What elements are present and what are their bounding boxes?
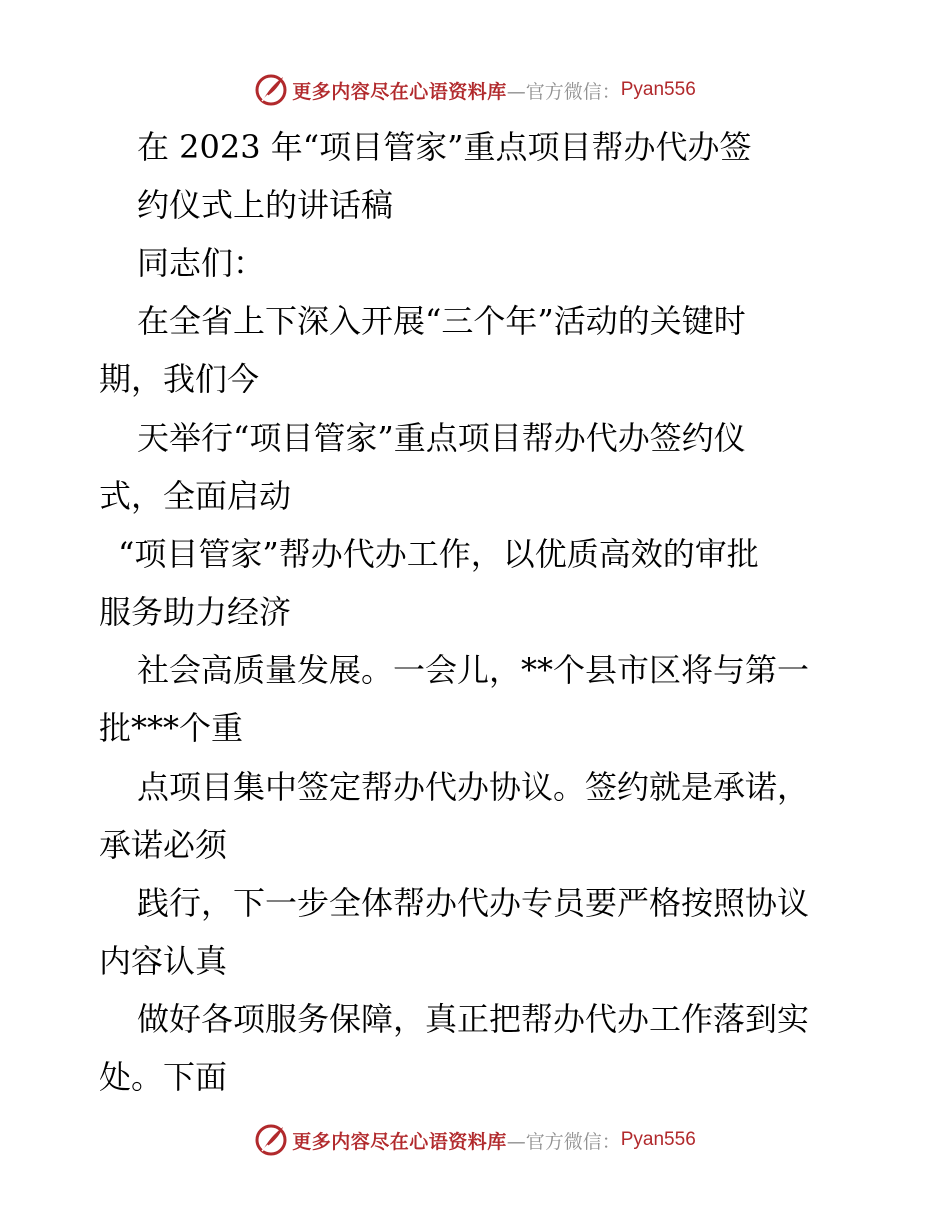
watermark-wechat-id: Pyan556: [620, 1129, 696, 1150]
paragraph-line: 期，我们今: [99, 360, 260, 398]
paragraph-line: 处。下面: [99, 1058, 228, 1096]
paragraph-line: 承诺必须: [99, 826, 228, 864]
paragraph-line: 践行，下一步全体帮办代办专员要严格按照协议: [137, 884, 810, 922]
paragraph-line: 内容认真: [99, 942, 228, 980]
paragraph-line: 在全省上下深入开展“三个年”活动的关键时: [137, 302, 746, 340]
watermark-wechat-id: Pyan556: [620, 79, 696, 100]
paragraph-line: “项目管家”帮办代办工作，以优质高效的审批: [118, 535, 759, 573]
footer-watermark: [0, 1120, 950, 1160]
paragraph-line: 式，全面启动: [99, 477, 292, 515]
paragraph-line: 批***个重: [99, 709, 244, 747]
paragraph-line: 社会高质量发展。一会儿，**个县市区将与第一: [137, 651, 810, 689]
watermark-title: 更多内容尽在心语资料库: [292, 1130, 507, 1153]
watermark-label: —官方微信：: [506, 1130, 621, 1153]
feather-pen-logo-icon: [254, 1123, 288, 1157]
document-title-line-1: 在 2023 年“项目管家”重点项目帮办代办签: [137, 128, 752, 166]
watermark-label: —官方微信：: [506, 80, 621, 103]
paragraph-line: 做好各项服务保障，真正把帮办代办工作落到实: [137, 1000, 810, 1038]
paragraph-line: 服务助力经济: [99, 593, 292, 631]
salutation: 同志们：: [137, 244, 266, 282]
paragraph-line: 天举行“项目管家”重点项目帮办代办签约仪: [137, 419, 746, 457]
watermark-title: 更多内容尽在心语资料库: [292, 80, 507, 103]
document-title-line-2: 约仪式上的讲话稿: [137, 186, 394, 224]
paragraph-line: 点项目集中签定帮办代办协议。签约就是承诺，: [137, 768, 810, 806]
